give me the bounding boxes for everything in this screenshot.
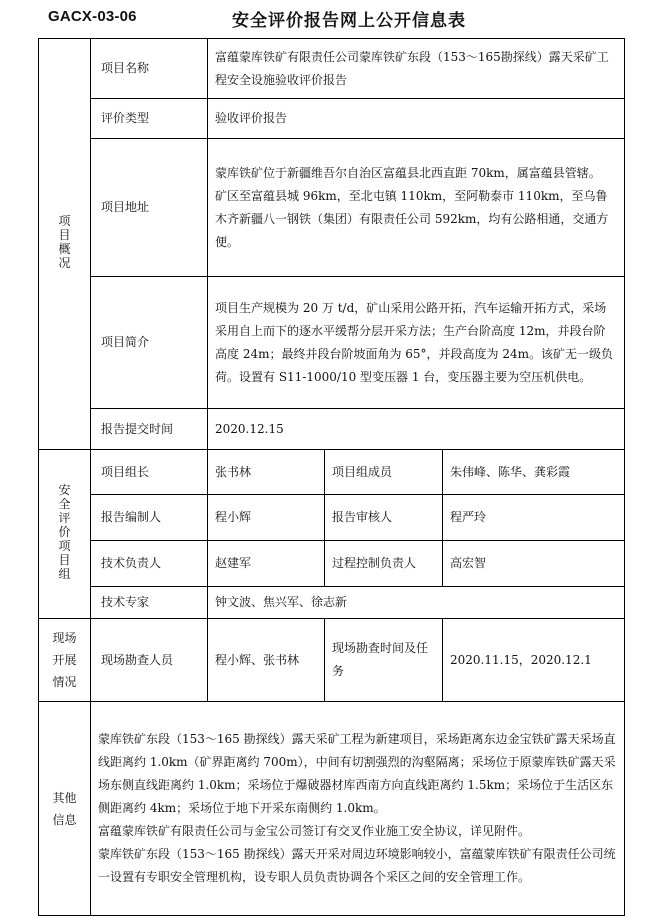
address-paragraph: 矿区至富蕴县城 96km，至北屯镇 110km，至阿勒泰市 110km，至乌鲁木齐新疆八一钢铁（集团）有限责任公司 592km，均有公路相通，交通方便。 [215, 188, 609, 249]
section-site-survey: 现场开展情况 [39, 619, 91, 702]
label-project-brief: 项目简介 [91, 277, 208, 409]
label-technical-experts: 技术专家 [91, 587, 208, 619]
value-team-leader: 张书林 [208, 450, 325, 495]
address-paragraph: 蒙库铁矿位于新疆维吾尔自治区富蕴县北西直距 70km，属富蕴县管辖。 [215, 165, 601, 180]
document-code: GACX-03-06 [48, 8, 137, 25]
value-report-reviewer: 程严玲 [443, 495, 625, 541]
table-row [39, 495, 625, 541]
value-site-surveyors: 程小辉、张书林 [208, 619, 325, 702]
label-process-control-lead: 过程控制负责人 [325, 541, 443, 587]
value-survey-time: 2020.11.15，2020.12.1 [443, 619, 625, 702]
value-submission-time: 2020.12.15 [208, 409, 625, 450]
value-technical-lead: 赵建军 [208, 541, 325, 587]
label-report-author: 报告编制人 [91, 495, 208, 541]
table-row [39, 39, 625, 99]
label-team-leader: 项目组长 [91, 450, 208, 495]
section-safety-team: 安全评价项目组 [39, 450, 91, 619]
label-team-members: 项目组成员 [325, 450, 443, 495]
table-row [39, 277, 625, 409]
page-header [0, 0, 662, 38]
document-title: 安全评价报告网上公开信息表 [232, 11, 466, 31]
table-row [39, 541, 625, 587]
table-row [39, 139, 625, 277]
value-project-name: 富蕴蒙库铁矿有限责任公司蒙库铁矿东段（153～165勘探线）露天采矿工程安全设施验收评价报告 [208, 39, 625, 99]
value-team-members: 朱伟峰、陈华、龚彩霞 [443, 450, 625, 495]
value-evaluation-type: 验收评价报告 [208, 99, 625, 139]
value-process-control-lead: 高宏智 [443, 541, 625, 587]
other-info-paragraph: 蒙库铁矿东段（153～165 勘探线）露天开采对周边环境影响较小，富蕴蒙库铁矿有限责任公司统一设置有专职安全管理机构，设专职人员负责协调各个采区之间的安全管理工作。 [98, 847, 616, 884]
value-project-brief: 项目生产规模为 20 万 t/d，矿山采用公路开拓，汽车运输开拓方式，采场采用自上而下的逐水平缓帮分层开采方法；生产台阶高度 12m，并段台阶高度 24m；最终并段台阶坡面角为 65°，并段高度为 24m。该矿无一级负荷。设置有 S11-1000/10 型变压器 1 台，变压器主要为空压机供电。 [208, 277, 625, 409]
section-project-overview: 项目概况 [39, 39, 91, 450]
label-site-surveyors: 现场勘查人员 [91, 619, 208, 702]
value-project-address [208, 139, 625, 277]
other-info-paragraph: 富蕴蒙库铁矿有限责任公司与金宝公司签订有交叉作业施工安全协议，详见附件。 [98, 824, 531, 838]
table-row [39, 619, 625, 702]
table-row [39, 450, 625, 495]
other-info-paragraph: 蒙库铁矿东段（153～165 勘探线）露天采矿工程为新建项目，采场距离东边金宝铁矿露天采场直线距离约 1.0km（矿界距离约 700m），中间有切割强烈的沟壑隔离；采场位于原蒙库铁矿露天采场东侧直线距离约 1.0km；采场位于爆破器材库西南方向直线距离约 1.5km；采场位于生活区东侧距离约 4km；采场位于地下开采东南侧约 1.0km。 [98, 732, 616, 815]
label-project-address: 项目地址 [91, 139, 208, 277]
label-evaluation-type: 评价类型 [91, 99, 208, 139]
label-report-reviewer: 报告审核人 [325, 495, 443, 541]
value-report-author: 程小辉 [208, 495, 325, 541]
section-other-info: 其他信息 [39, 702, 91, 916]
label-technical-lead: 技术负责人 [91, 541, 208, 587]
label-submission-time: 报告提交时间 [91, 409, 208, 450]
label-project-name: 项目名称 [91, 39, 208, 99]
value-other-info [91, 702, 625, 916]
value-technical-experts: 钟文波、焦兴军、徐志新 [208, 587, 625, 619]
info-table [38, 38, 625, 916]
table-row [39, 409, 625, 450]
label-survey-time: 现场勘查时间及任务 [325, 619, 443, 702]
table-row [39, 702, 625, 916]
table-row [39, 99, 625, 139]
table-row [39, 587, 625, 619]
